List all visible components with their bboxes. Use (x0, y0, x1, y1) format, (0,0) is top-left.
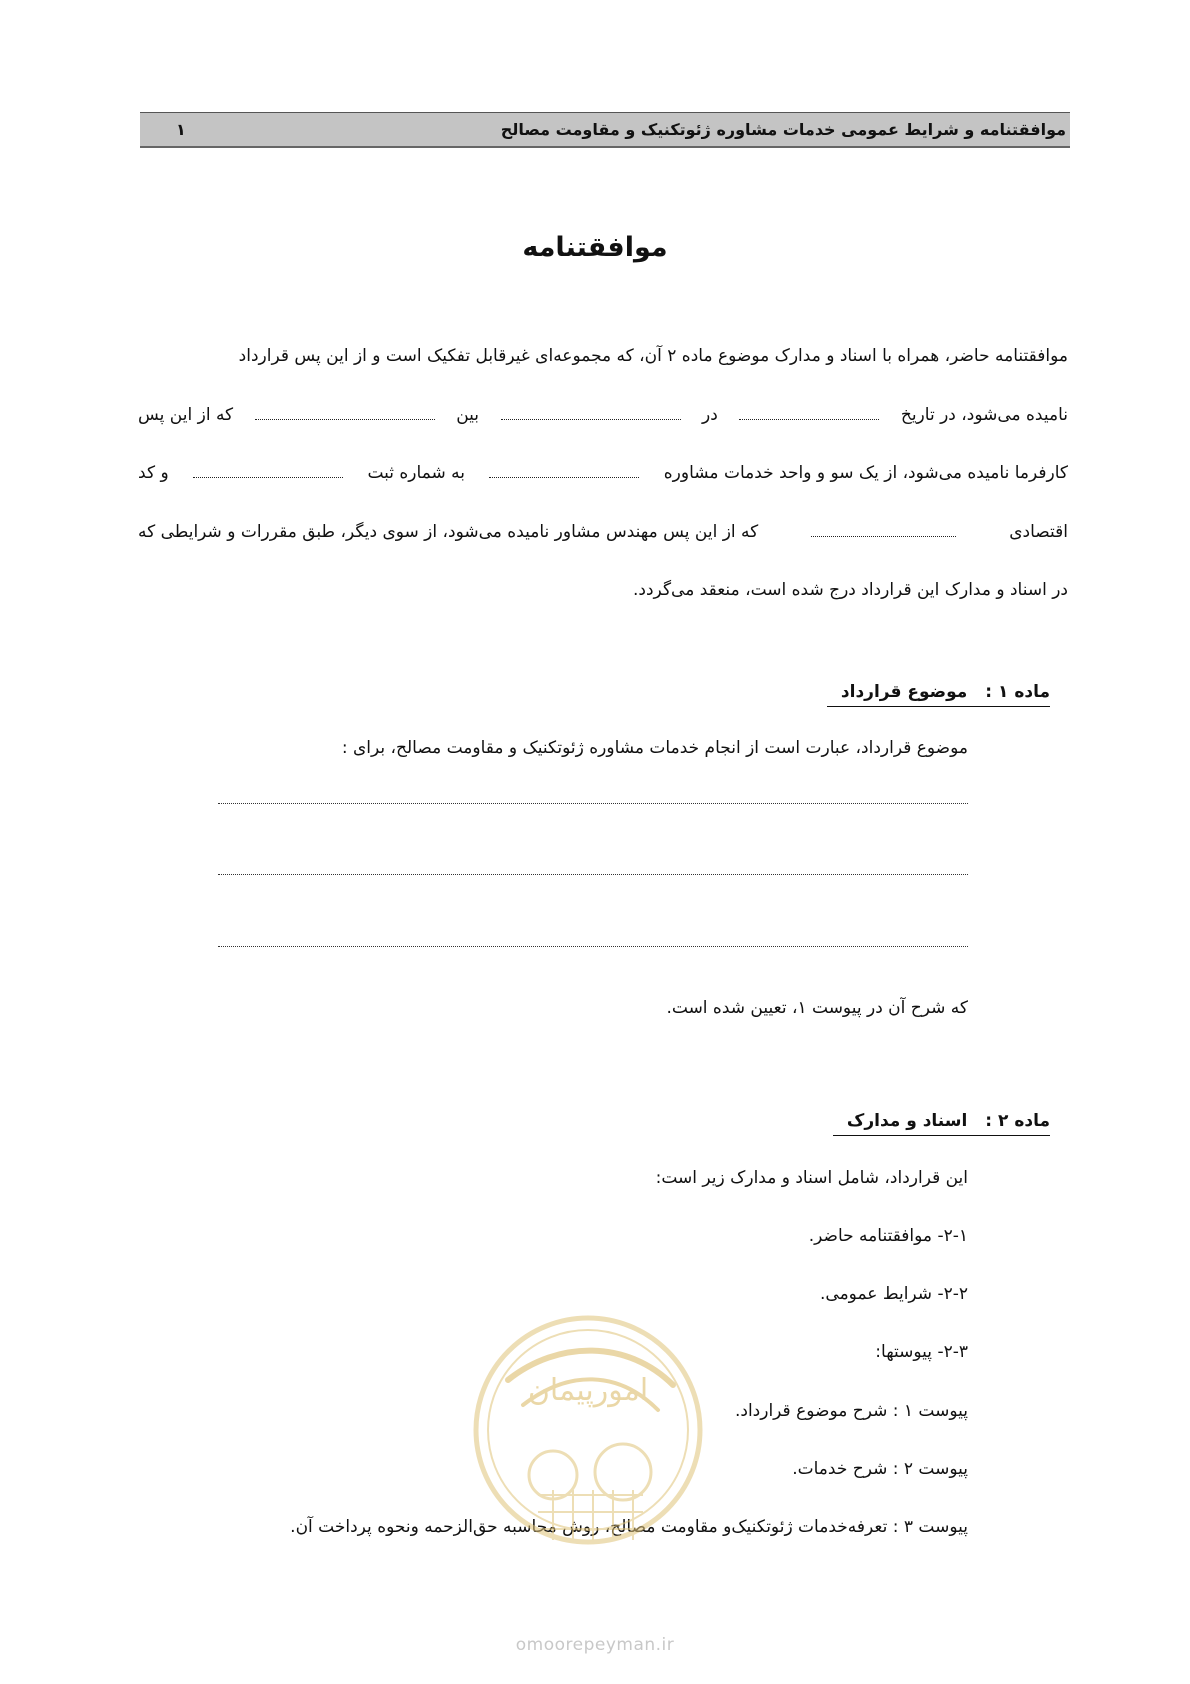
article-2-heading (833, 1111, 1050, 1136)
document-title: موافقتنامه (522, 232, 668, 263)
list-item: ۲-۱- موافقتنامه حاضر. (808, 1226, 968, 1246)
watermark-logo-text: امورپیمان (527, 1373, 649, 1408)
list-item: پیوست ۳ : تعرفه‌خدمات ژئوتکنیک‌و مقاومت مصالح، روش محاسبه حق‌الزحمه ونحوه پرداخت آن. (290, 1517, 968, 1537)
article-2-title: اسناد و مدارک (846, 1111, 968, 1131)
article-2-intro: این قرارداد، شامل اسناد و مدارک زیر است: (655, 1168, 968, 1188)
subject-fill-line-3 (218, 946, 968, 947)
intro-line-2-c: بین (456, 405, 479, 425)
economic-code-blank (811, 530, 956, 537)
article-1-text: موضوع قرارداد، عبارت است از انجام خدمات مشاوره ژئوتکنیک و مقاومت مصالح، برای : (341, 738, 968, 758)
intro-line-1-text: موافقتنامه حاضر، همراه با اسناد و مدارک موضوع ماده ۲ آن، که مجموعه‌ای غیرقابل تفکیک است و از این پس قرارداد (238, 346, 1068, 366)
intro-line-4-a: اقتصادی (1009, 522, 1068, 542)
intro-line-3-a: کارفرما نامیده می‌شود، از یک سو و واحد خدمات مشاوره (663, 463, 1068, 483)
page-header (140, 112, 1070, 148)
watermark-logo (468, 1300, 708, 1600)
list-item: ۲-۲- شرایط عمومی. (820, 1284, 968, 1304)
article-2-number: ماده ۲ : (985, 1111, 1050, 1131)
intro-line-3-c: و کد (138, 463, 169, 483)
intro-line-2 (138, 405, 1068, 435)
intro-line-5-text: در اسناد و مدارک این قرارداد درج شده است، منعقد می‌گردد. (633, 580, 1068, 600)
subject-fill-line-1 (218, 803, 968, 804)
intro-line-1 (138, 346, 1068, 376)
article-1-title: موضوع قرارداد (840, 682, 968, 702)
intro-line-3 (138, 463, 1068, 493)
intro-line-3-b: به شماره ثبت (367, 463, 466, 483)
date-blank (739, 413, 879, 420)
list-item: پیوست ۲ : شرح خدمات. (792, 1459, 968, 1479)
consultant-blank (489, 471, 639, 478)
watermark-site: omoorepeyman.ir (515, 1635, 675, 1655)
header-title: موافقتنامه و شرایط عمومی خدمات مشاوره ژئوتکنیک و مقاومت مصالح (500, 120, 1066, 139)
intro-line-4-b: که از این پس مهندس مشاور نامیده می‌شود، از سوی دیگر، طبق مقررات و شرایطی که (138, 522, 759, 542)
place-blank (501, 413, 681, 420)
list-item: پیوست ۱ : شرح موضوع قرارداد. (734, 1401, 968, 1421)
employer-blank (255, 413, 435, 420)
article-1-heading (827, 682, 1050, 707)
intro-line-4 (138, 522, 1068, 552)
registration-blank (193, 471, 343, 478)
list-item: ۲-۳- پیوستها: (875, 1342, 968, 1362)
intro-line-2-d: که از این پس (138, 405, 234, 425)
intro-line-2-a: نامیده می‌شود، در تاریخ (900, 405, 1068, 425)
article-1-number: ماده ۱ : (985, 682, 1050, 702)
subject-fill-line-2 (218, 874, 968, 875)
intro-line-5 (138, 580, 1068, 610)
intro-line-2-b: در (702, 405, 718, 425)
article-1-closing: که شرح آن در پیوست ۱، تعیین شده است. (666, 998, 968, 1018)
page-number: ۱ (176, 120, 186, 139)
